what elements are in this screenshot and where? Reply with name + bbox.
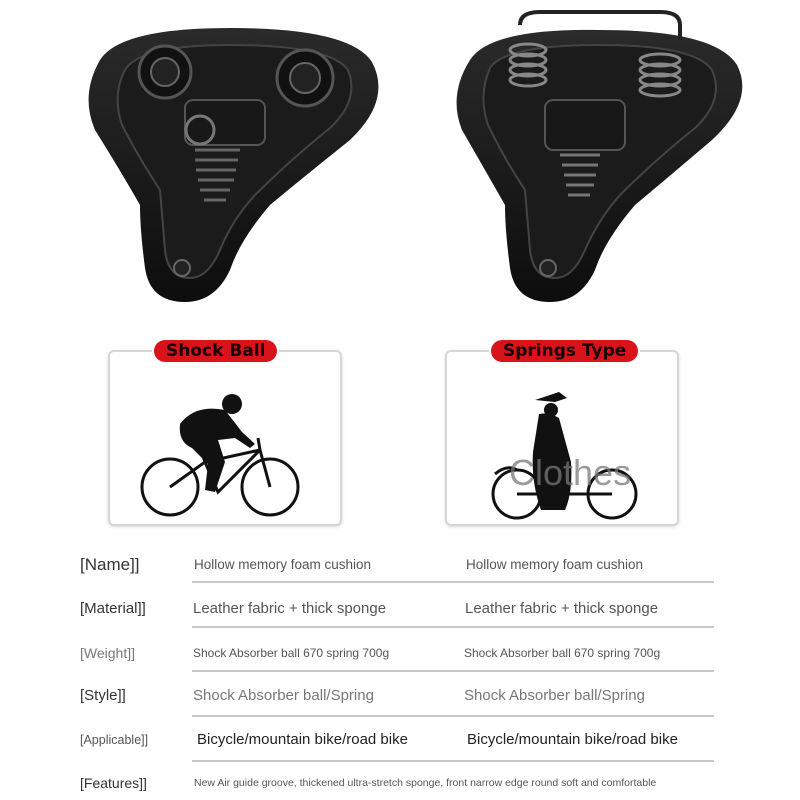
spec-weight-spring: Shock Absorber ball 670 spring 700g	[464, 646, 661, 660]
shock-ball-saddle-image	[89, 28, 379, 302]
watermark-text: Clothes	[509, 452, 632, 493]
cyclist-silhouette-image	[110, 352, 340, 524]
spring-saddle-image	[457, 12, 743, 302]
spec-name-ball: Hollow memory foam cushion	[194, 557, 372, 572]
springs-type-card	[445, 341, 679, 526]
row-divider	[192, 581, 714, 583]
spec-style-ball: Shock Absorber ball/Spring	[193, 687, 374, 704]
row-divider	[192, 670, 714, 672]
spec-label-weight: [Weight]]	[80, 645, 135, 661]
spec-label-name: [Name]]	[80, 555, 140, 574]
spec-style-spring: Shock Absorber ball/Spring	[464, 687, 645, 704]
row-divider	[192, 715, 714, 717]
spec-label-features: [Features]]	[80, 775, 147, 791]
spec-applicable-ball: Bicycle/mountain bike/road bike	[197, 731, 408, 748]
spec-label-material: [Material]]	[80, 600, 146, 617]
row-divider	[192, 626, 714, 628]
row-divider	[192, 760, 714, 762]
shock-ball-badge: Shock Ball	[154, 340, 277, 362]
rider-silhouette-image	[447, 352, 677, 524]
spec-name-spring: Hollow memory foam cushion	[466, 557, 644, 572]
spec-features-text: New Air guide groove, thickened ultra-stretch sponge, front narrow edge round soft and comfortable	[194, 777, 657, 789]
spec-applicable-spring: Bicycle/mountain bike/road bike	[467, 731, 678, 748]
saddle-product-images	[0, 0, 800, 320]
shock-ball-card	[108, 341, 342, 526]
spec-label-style: [Style]]	[80, 687, 126, 704]
spec-material-ball: Leather fabric + thick sponge	[193, 600, 387, 617]
springs-type-badge: Springs Type	[491, 340, 638, 362]
spec-material-spring: Leather fabric + thick sponge	[465, 600, 659, 617]
spec-weight-ball: Shock Absorber ball 670 spring 700g	[193, 646, 390, 660]
spec-label-applicable: [Applicable]]	[80, 733, 149, 747]
